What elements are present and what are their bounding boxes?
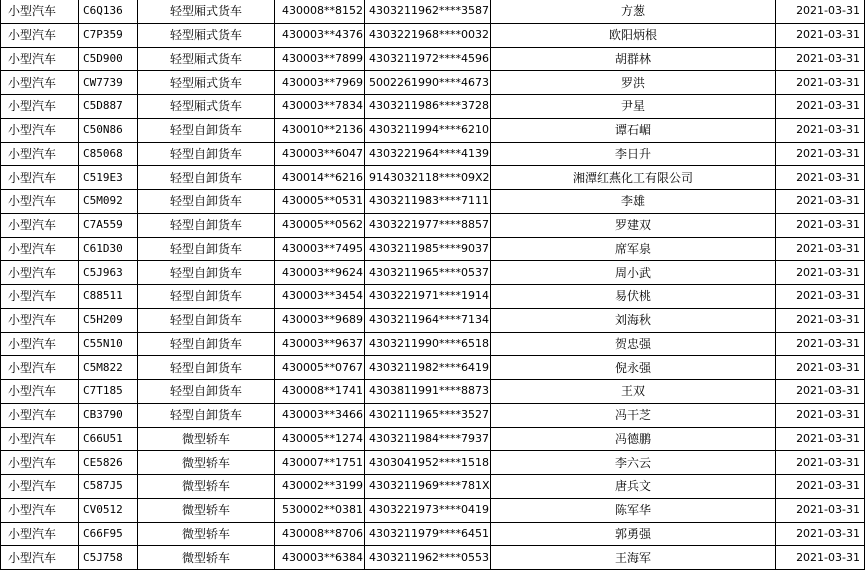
plate-number-cell: C5M092 (79, 190, 138, 214)
id-number-cell: 4303211964****7134 (365, 308, 491, 332)
owner-name-cell: 王海军 (491, 546, 776, 570)
plate-number-cell: C88511 (79, 285, 138, 309)
owner-code-cell: 430003**3454 (275, 285, 365, 309)
owner-name-cell: 周小武 (491, 261, 776, 285)
owner-name-cell: 冯干芝 (491, 403, 776, 427)
table-row (1, 522, 865, 546)
vehicle-model-cell: 轻型自卸货车 (138, 380, 275, 404)
owner-code-cell: 430003**6384 (275, 546, 365, 570)
table-row (1, 403, 865, 427)
owner-name-cell: 冯德鹏 (491, 427, 776, 451)
date-cell: 2021-03-31 (776, 380, 865, 404)
date-cell: 2021-03-31 (776, 190, 865, 214)
table-row (1, 427, 865, 451)
date-cell: 2021-03-31 (776, 71, 865, 95)
owner-code-cell: 430005**1274 (275, 427, 365, 451)
vehicle-model-cell: 轻型厢式货车 (138, 95, 275, 119)
id-number-cell: 4303211983****7111 (365, 190, 491, 214)
plate-number-cell: C7P359 (79, 23, 138, 47)
owner-name-cell: 席军泉 (491, 237, 776, 261)
vehicle-model-cell: 微型轿车 (138, 498, 275, 522)
plate-number-cell: C61D30 (79, 237, 138, 261)
table-row (1, 142, 865, 166)
owner-name-cell: 倪永强 (491, 356, 776, 380)
date-cell: 2021-03-31 (776, 308, 865, 332)
id-number-cell: 4303211962****0553 (365, 546, 491, 570)
plate-number-cell: C5D887 (79, 95, 138, 119)
vehicle-model-cell: 微型轿车 (138, 522, 275, 546)
vehicle-type-cell: 小型汽车 (1, 166, 79, 190)
vehicle-type-cell: 小型汽车 (1, 475, 79, 499)
owner-name-cell: 唐兵文 (491, 475, 776, 499)
owner-code-cell: 430010**2136 (275, 118, 365, 142)
vehicle-type-cell: 小型汽车 (1, 118, 79, 142)
date-cell: 2021-03-31 (776, 451, 865, 475)
vehicle-model-cell: 轻型厢式货车 (138, 23, 275, 47)
date-cell: 2021-03-31 (776, 332, 865, 356)
date-cell: 2021-03-31 (776, 166, 865, 190)
date-cell: 2021-03-31 (776, 546, 865, 570)
id-number-cell: 4303221971****1914 (365, 285, 491, 309)
date-cell: 2021-03-31 (776, 403, 865, 427)
owner-name-cell: 尹星 (491, 95, 776, 119)
owner-code-cell: 430005**0562 (275, 213, 365, 237)
id-number-cell: 4303211962****3587 (365, 0, 491, 23)
table-row (1, 47, 865, 71)
owner-code-cell: 430003**4376 (275, 23, 365, 47)
vehicle-type-cell: 小型汽车 (1, 546, 79, 570)
vehicle-model-cell: 轻型厢式货车 (138, 47, 275, 71)
vehicle-model-cell: 轻型厢式货车 (138, 0, 275, 23)
id-number-cell: 4303221973****0419 (365, 498, 491, 522)
date-cell: 2021-03-31 (776, 237, 865, 261)
plate-number-cell: C66F95 (79, 522, 138, 546)
id-number-cell: 4303221977****8857 (365, 213, 491, 237)
plate-number-cell: C5M822 (79, 356, 138, 380)
plate-number-cell: C55N10 (79, 332, 138, 356)
vehicle-type-cell: 小型汽车 (1, 427, 79, 451)
date-cell: 2021-03-31 (776, 118, 865, 142)
owner-name-cell: 李日升 (491, 142, 776, 166)
owner-code-cell: 430005**0767 (275, 356, 365, 380)
plate-number-cell: C6Q136 (79, 0, 138, 23)
table-row (1, 285, 865, 309)
vehicle-model-cell: 轻型自卸货车 (138, 308, 275, 332)
vehicle-type-cell: 小型汽车 (1, 403, 79, 427)
id-number-cell: 4303211990****6518 (365, 332, 491, 356)
plate-number-cell: C5H209 (79, 308, 138, 332)
table-row (1, 356, 865, 380)
owner-code-cell: 430003**9637 (275, 332, 365, 356)
table-row (1, 308, 865, 332)
owner-name-cell: 罗洪 (491, 71, 776, 95)
vehicle-model-cell: 轻型厢式货车 (138, 71, 275, 95)
plate-number-cell: C587J5 (79, 475, 138, 499)
table-row (1, 118, 865, 142)
vehicle-model-cell: 轻型自卸货车 (138, 261, 275, 285)
vehicle-type-cell: 小型汽车 (1, 380, 79, 404)
date-cell: 2021-03-31 (776, 475, 865, 499)
plate-number-cell: CV0512 (79, 498, 138, 522)
date-cell: 2021-03-31 (776, 213, 865, 237)
vehicle-type-cell: 小型汽车 (1, 308, 79, 332)
owner-code-cell: 430003**6047 (275, 142, 365, 166)
vehicle-type-cell: 小型汽车 (1, 142, 79, 166)
vehicle-model-cell: 微型轿车 (138, 475, 275, 499)
vehicle-type-cell: 小型汽车 (1, 47, 79, 71)
date-cell: 2021-03-31 (776, 23, 865, 47)
date-cell: 2021-03-31 (776, 285, 865, 309)
vehicle-model-cell: 微型轿车 (138, 451, 275, 475)
vehicle-type-cell: 小型汽车 (1, 285, 79, 309)
table-row (1, 332, 865, 356)
owner-code-cell: 430003**9689 (275, 308, 365, 332)
vehicle-type-cell: 小型汽车 (1, 522, 79, 546)
owner-code-cell: 430014**6216 (275, 166, 365, 190)
date-cell: 2021-03-31 (776, 427, 865, 451)
table-row (1, 95, 865, 119)
plate-number-cell: C5D900 (79, 47, 138, 71)
owner-code-cell: 430002**3199 (275, 475, 365, 499)
owner-code-cell: 430008**8706 (275, 522, 365, 546)
date-cell: 2021-03-31 (776, 261, 865, 285)
owner-code-cell: 530002**0381 (275, 498, 365, 522)
owner-code-cell: 430003**7495 (275, 237, 365, 261)
vehicle-type-cell: 小型汽车 (1, 356, 79, 380)
owner-name-cell: 李六云 (491, 451, 776, 475)
table-row (1, 380, 865, 404)
id-number-cell: 5002261990****4673 (365, 71, 491, 95)
vehicle-model-cell: 轻型自卸货车 (138, 237, 275, 261)
date-cell: 2021-03-31 (776, 95, 865, 119)
table-row (1, 237, 865, 261)
plate-number-cell: CB3790 (79, 403, 138, 427)
id-number-cell: 4303221964****4139 (365, 142, 491, 166)
plate-number-cell: C5J963 (79, 261, 138, 285)
vehicle-model-cell: 轻型自卸货车 (138, 142, 275, 166)
owner-name-cell: 陈军华 (491, 498, 776, 522)
owner-name-cell: 易伏桃 (491, 285, 776, 309)
owner-code-cell: 430008**1741 (275, 380, 365, 404)
owner-name-cell: 郭勇强 (491, 522, 776, 546)
id-number-cell: 4303211969****781X (365, 475, 491, 499)
vehicle-model-cell: 轻型自卸货车 (138, 332, 275, 356)
owner-code-cell: 430003**7899 (275, 47, 365, 71)
vehicle-model-cell: 轻型自卸货车 (138, 285, 275, 309)
vehicle-type-cell: 小型汽车 (1, 213, 79, 237)
date-cell: 2021-03-31 (776, 47, 865, 71)
vehicle-type-cell: 小型汽车 (1, 0, 79, 23)
id-number-cell: 4302111965****3527 (365, 403, 491, 427)
vehicle-type-cell: 小型汽车 (1, 95, 79, 119)
owner-name-cell: 罗建双 (491, 213, 776, 237)
vehicle-type-cell: 小型汽车 (1, 71, 79, 95)
id-number-cell: 4303211984****7937 (365, 427, 491, 451)
plate-number-cell: C7T185 (79, 380, 138, 404)
vehicle-type-cell: 小型汽车 (1, 451, 79, 475)
plate-number-cell: C7A559 (79, 213, 138, 237)
owner-name-cell: 方葱 (491, 0, 776, 23)
plate-number-cell: C5J758 (79, 546, 138, 570)
id-number-cell: 4303211982****6419 (365, 356, 491, 380)
owner-code-cell: 430003**3466 (275, 403, 365, 427)
plate-number-cell: C50N86 (79, 118, 138, 142)
owner-name-cell: 刘海秋 (491, 308, 776, 332)
plate-number-cell: C66U51 (79, 427, 138, 451)
vehicle-model-cell: 轻型自卸货车 (138, 403, 275, 427)
owner-name-cell: 胡群林 (491, 47, 776, 71)
id-number-cell: 4303211994****6210 (365, 118, 491, 142)
vehicle-type-cell: 小型汽车 (1, 261, 79, 285)
id-number-cell: 4303211985****9037 (365, 237, 491, 261)
date-cell: 2021-03-31 (776, 522, 865, 546)
owner-code-cell: 430003**7834 (275, 95, 365, 119)
owner-name-cell: 谭石嵋 (491, 118, 776, 142)
owner-name-cell: 贺忠强 (491, 332, 776, 356)
table-row (1, 166, 865, 190)
date-cell: 2021-03-31 (776, 0, 865, 23)
id-number-cell: 4303211965****0537 (365, 261, 491, 285)
owner-code-cell: 430003**7969 (275, 71, 365, 95)
plate-number-cell: C519E3 (79, 166, 138, 190)
vehicle-model-cell: 轻型自卸货车 (138, 190, 275, 214)
vehicle-model-cell: 微型轿车 (138, 427, 275, 451)
table-row (1, 213, 865, 237)
owner-code-cell: 430005**0531 (275, 190, 365, 214)
table-row (1, 71, 865, 95)
vehicle-model-cell: 微型轿车 (138, 546, 275, 570)
date-cell: 2021-03-31 (776, 498, 865, 522)
table-body (1, 0, 865, 570)
owner-code-cell: 430003**9624 (275, 261, 365, 285)
owner-code-cell: 430008**8152 (275, 0, 365, 23)
date-cell: 2021-03-31 (776, 142, 865, 166)
owner-code-cell: 430007**1751 (275, 451, 365, 475)
vehicle-model-cell: 轻型自卸货车 (138, 356, 275, 380)
id-number-cell: 4303211972****4596 (365, 47, 491, 71)
table-row (1, 475, 865, 499)
table-row (1, 546, 865, 570)
vehicle-type-cell: 小型汽车 (1, 498, 79, 522)
id-number-cell: 9143032118****09X2 (365, 166, 491, 190)
id-number-cell: 4303811991****8873 (365, 380, 491, 404)
table-row (1, 190, 865, 214)
plate-number-cell: CW7739 (79, 71, 138, 95)
plate-number-cell: C85068 (79, 142, 138, 166)
plate-number-cell: CE5826 (79, 451, 138, 475)
table-row (1, 261, 865, 285)
table-row (1, 451, 865, 475)
id-number-cell: 4303221968****0032 (365, 23, 491, 47)
id-number-cell: 4303041952****1518 (365, 451, 491, 475)
vehicle-type-cell: 小型汽车 (1, 332, 79, 356)
date-cell: 2021-03-31 (776, 356, 865, 380)
owner-name-cell: 王双 (491, 380, 776, 404)
vehicle-model-cell: 轻型自卸货车 (138, 213, 275, 237)
id-number-cell: 4303211979****6451 (365, 522, 491, 546)
vehicle-type-cell: 小型汽车 (1, 23, 79, 47)
owner-name-cell: 湘潭红燕化工有限公司 (491, 166, 776, 190)
owner-name-cell: 欧阳炳根 (491, 23, 776, 47)
table-row (1, 498, 865, 522)
owner-name-cell: 李雄 (491, 190, 776, 214)
vehicle-type-cell: 小型汽车 (1, 190, 79, 214)
table-row (1, 23, 865, 47)
vehicle-type-cell: 小型汽车 (1, 237, 79, 261)
table-row (1, 0, 865, 23)
vehicle-model-cell: 轻型自卸货车 (138, 166, 275, 190)
vehicle-model-cell: 轻型自卸货车 (138, 118, 275, 142)
id-number-cell: 4303211986****3728 (365, 95, 491, 119)
